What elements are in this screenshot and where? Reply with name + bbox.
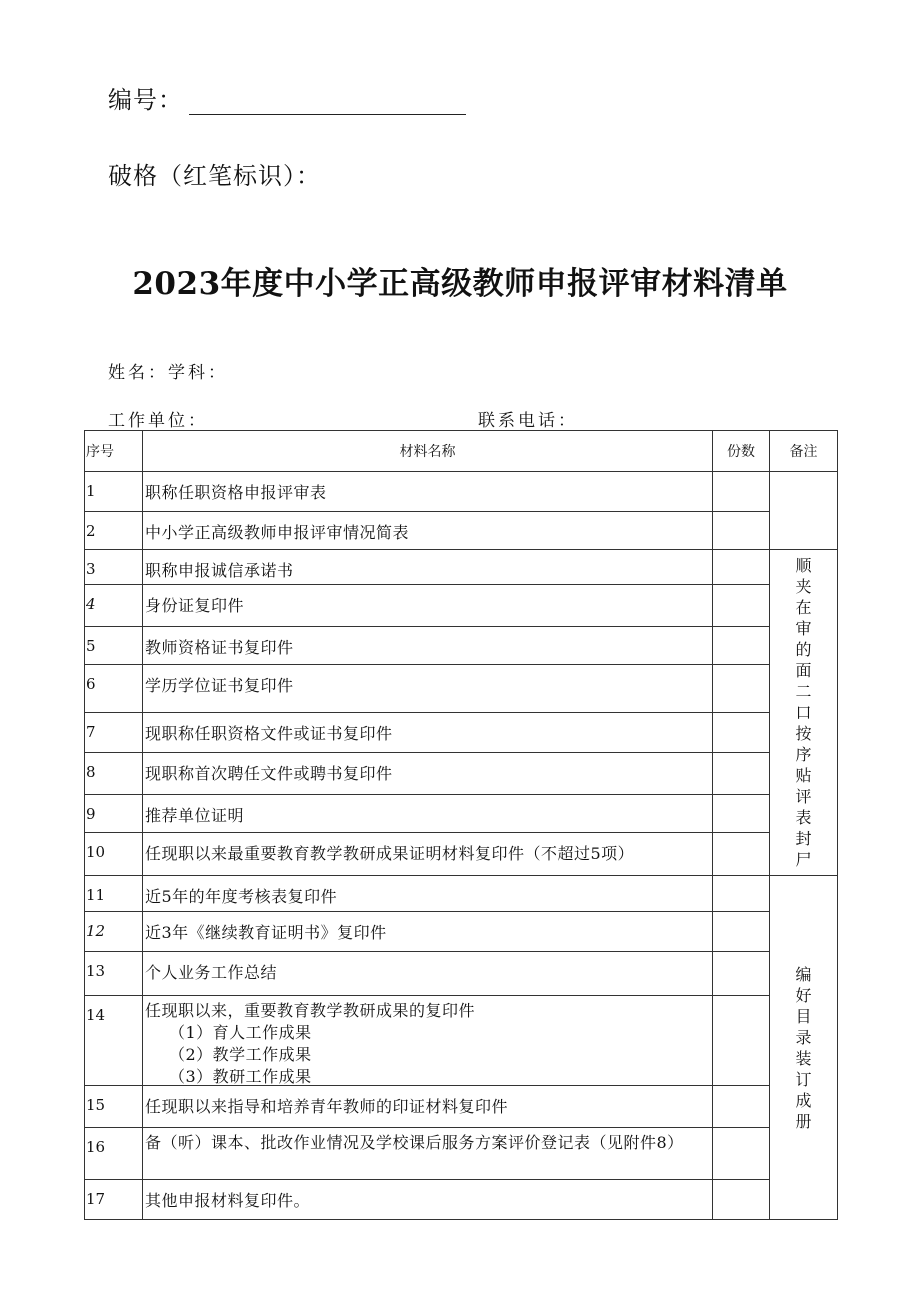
material-name: 任现职以来指导和培养青年教师的印证材料复印件 <box>143 1086 713 1128</box>
row-number: 5 <box>85 627 143 665</box>
row-number: 2 <box>85 512 143 550</box>
remarks-cell-blank <box>770 472 838 550</box>
materials-table <box>84 430 838 1220</box>
table-row <box>85 833 838 876</box>
table-row <box>85 952 838 996</box>
header-copies: 份数 <box>713 431 770 472</box>
table-row <box>85 550 838 585</box>
material-name: 身份证复印件 <box>143 585 713 627</box>
phone-input-line[interactable] <box>578 412 806 431</box>
material-name: 其他申报材料复印件。 <box>143 1180 713 1220</box>
material-name: 现职称首次聘任文件或聘书复印件 <box>143 753 713 795</box>
copies-cell[interactable] <box>713 1086 770 1128</box>
copies-cell[interactable] <box>713 627 770 665</box>
subitem: （2）教学工作成果 <box>169 1045 312 1064</box>
header-remarks: 备注 <box>770 431 838 472</box>
table-row <box>85 1086 838 1128</box>
table-row <box>85 912 838 952</box>
material-name: 个人业务工作总结 <box>143 952 713 996</box>
material-name: 任现职以来最重要教育教学教研成果证明材料复印件（不超过5项） <box>143 833 713 876</box>
copies-cell[interactable] <box>713 795 770 833</box>
row-number: 7 <box>85 713 143 753</box>
table-row <box>85 665 838 713</box>
material-name: 职称任职资格申报评审表 <box>143 472 713 512</box>
copies-cell[interactable] <box>713 585 770 627</box>
copies-cell[interactable] <box>713 833 770 876</box>
table-row <box>85 753 838 795</box>
page-title: 2023年度中小学正高级教师申报评审材料清单 <box>132 266 788 302</box>
unit-phone-row <box>108 406 806 431</box>
row-number: 13 <box>85 952 143 996</box>
material-name-clip <box>145 996 712 1085</box>
row-number: 8 <box>85 753 143 795</box>
table-row <box>85 876 838 912</box>
material-name: 职称申报诚信承诺书 <box>143 550 713 585</box>
table-row <box>85 1180 838 1220</box>
unit-label: 工作单位： <box>108 411 208 431</box>
copies-cell[interactable] <box>713 952 770 996</box>
material-name: 近5年的年度考核表复印件 <box>143 876 713 912</box>
copies-cell[interactable] <box>713 1128 770 1180</box>
row-number: 15 <box>85 1086 143 1128</box>
copies-cell[interactable] <box>713 1180 770 1220</box>
header-name: 材料名称 <box>143 431 713 472</box>
table-row <box>85 996 838 1086</box>
header-no: 序号 <box>85 431 143 472</box>
document-number-field <box>108 80 466 115</box>
table-row <box>85 713 838 753</box>
document-number-label: 编号： <box>108 86 183 114</box>
table-row <box>85 472 838 512</box>
remarks-group-a <box>770 550 838 876</box>
material-name-cell <box>143 996 713 1086</box>
copies-cell[interactable] <box>713 550 770 585</box>
breach-field <box>108 156 321 191</box>
material-name: 教师资格证书复印件 <box>143 627 713 665</box>
table-row <box>85 795 838 833</box>
subitem: （1）育人工作成果 <box>169 1023 312 1042</box>
row-number: 14 <box>85 996 143 1086</box>
remarks-group-a-text: 顺夹在审的面二口按序贴评表封尸 <box>795 556 812 869</box>
material-name: 现职称任职资格文件或证书复印件 <box>143 713 713 753</box>
material-name: 近3年《继续教育证明书》复印件 <box>143 912 713 952</box>
material-name: 备（听）课本、批改作业情况及学校课后服务方案评价登记表（见附件8） <box>143 1128 713 1180</box>
row-number: 10 <box>85 833 143 876</box>
row-number: 3 <box>85 550 143 585</box>
copies-cell[interactable] <box>713 753 770 795</box>
copies-cell[interactable] <box>713 713 770 753</box>
table-row <box>85 1128 838 1180</box>
row-number: 4 <box>85 585 143 627</box>
material-name: 中小学正高级教师申报评审情况简表 <box>143 512 713 550</box>
row-number: 1 <box>85 472 143 512</box>
row-number: 9 <box>85 795 143 833</box>
row-number: 16 <box>85 1128 143 1180</box>
unit-input-line[interactable] <box>208 412 478 431</box>
table-row <box>85 585 838 627</box>
row-number: 12 <box>85 912 143 952</box>
table-row <box>85 512 838 550</box>
remarks-group-b <box>770 876 838 1220</box>
material-name: 任现职以来，重要教育教学教研成果的复印件 <box>145 1001 476 1020</box>
copies-cell[interactable] <box>713 876 770 912</box>
copies-cell[interactable] <box>713 665 770 713</box>
row-number: 17 <box>85 1180 143 1220</box>
phone-label: 联系电话： <box>478 411 578 431</box>
material-name: 推荐单位证明 <box>143 795 713 833</box>
copies-cell[interactable] <box>713 512 770 550</box>
copies-cell[interactable] <box>713 996 770 1086</box>
row-number: 11 <box>85 876 143 912</box>
row-number: 6 <box>85 665 143 713</box>
document-number-line[interactable] <box>189 90 466 115</box>
copies-cell[interactable] <box>713 912 770 952</box>
copies-cell[interactable] <box>713 472 770 512</box>
remarks-group-b-text: 编好目录装订成册 <box>795 964 812 1131</box>
subitem: （3）教研工作成果 <box>169 1067 312 1085</box>
name-subject-row: 姓名：学科： <box>108 363 228 383</box>
breach-label: 破格（红笔标识）： <box>108 162 321 190</box>
material-name: 学历学位证书复印件 <box>143 665 713 713</box>
table-row <box>85 627 838 665</box>
table-header-row <box>85 431 838 472</box>
